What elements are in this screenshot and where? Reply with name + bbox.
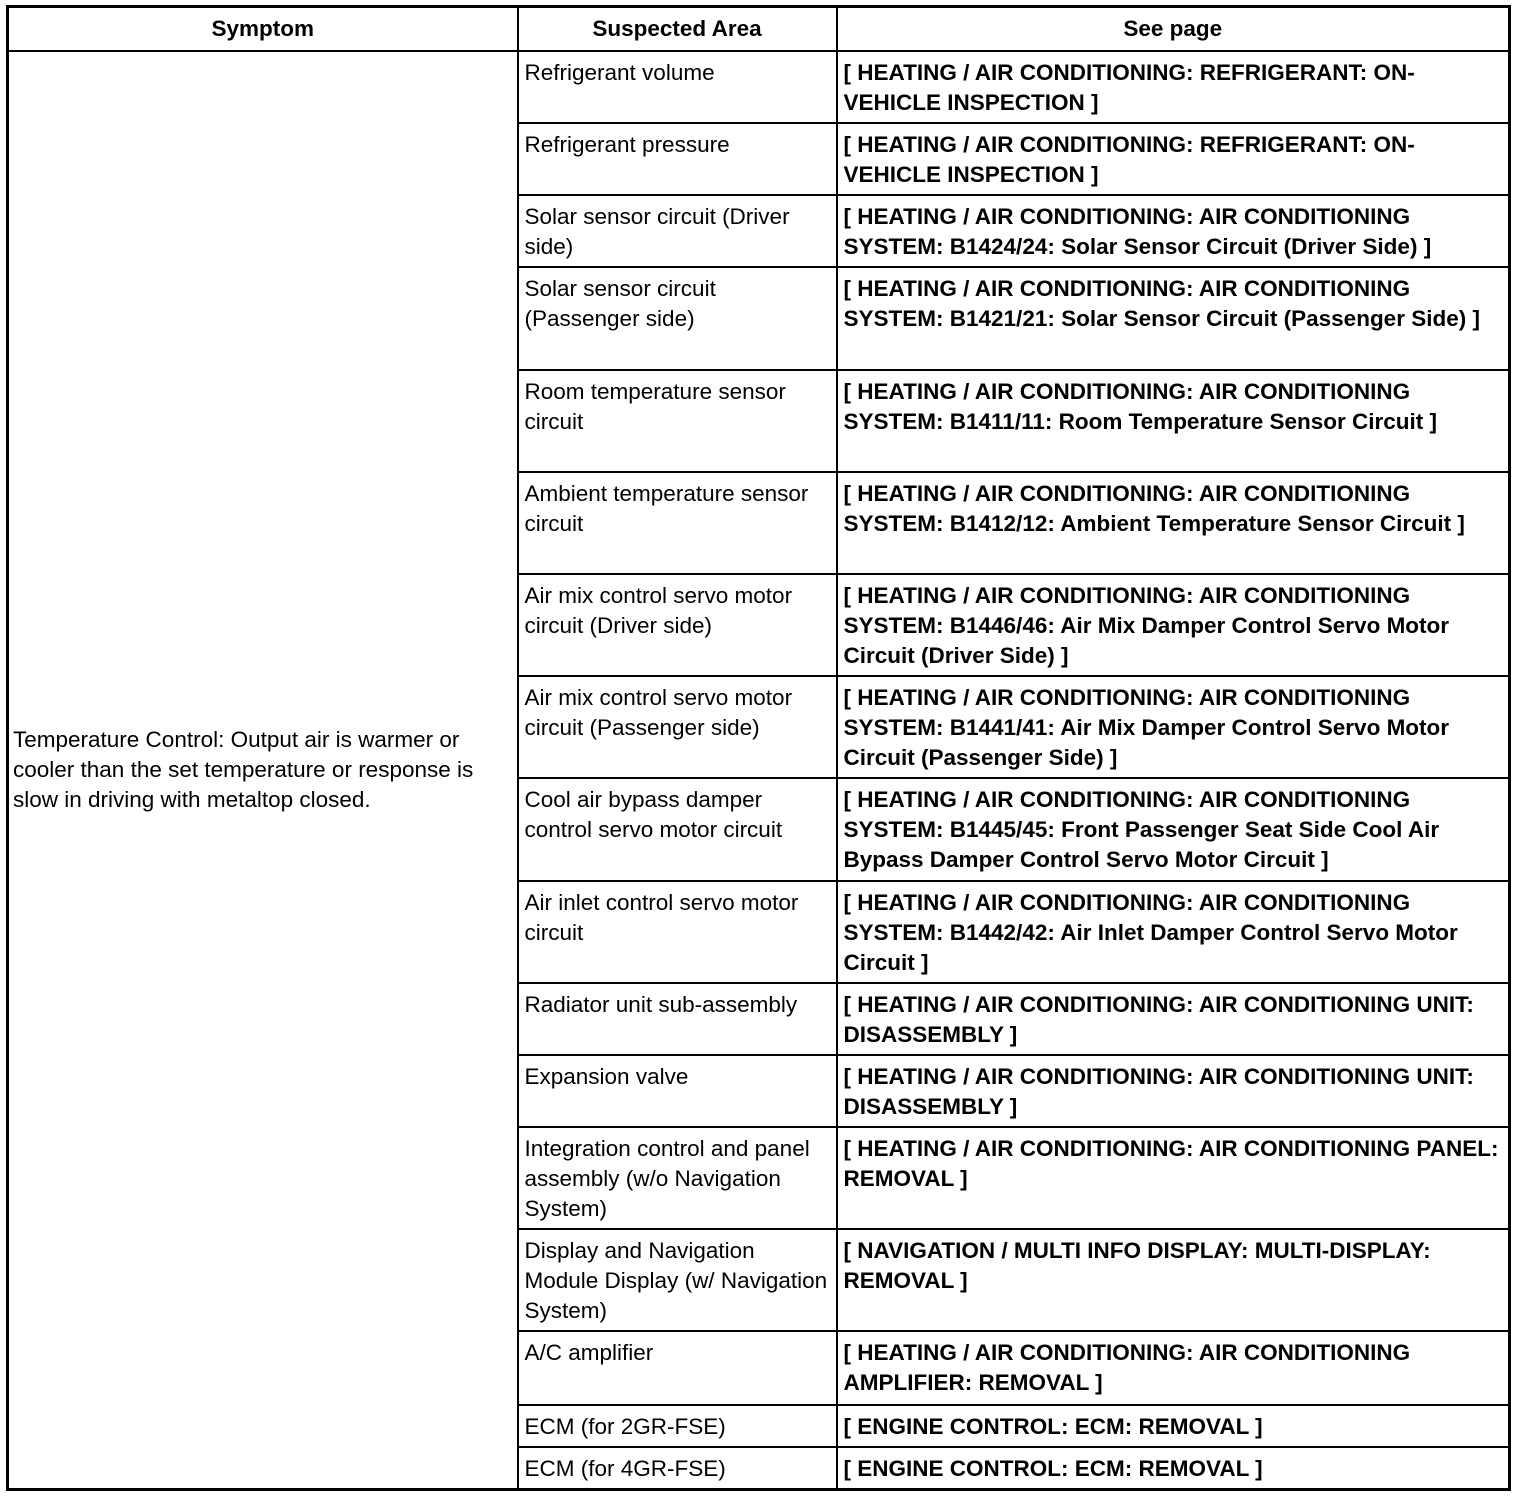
header-row — [8, 7, 1510, 52]
see-page-link[interactable]: [ HEATING / AIR CONDITIONING: AIR CONDITIONING SYSTEM: B1442/42: Air Inlet Damper Control Servo Motor Circuit ] — [837, 881, 1510, 983]
suspected-area-cell: Expansion valve — [518, 1055, 837, 1127]
header-suspected-area: Suspected Area — [518, 7, 837, 52]
see-page-link[interactable]: [ HEATING / AIR CONDITIONING: AIR CONDITIONING UNIT: DISASSEMBLY ] — [837, 983, 1510, 1055]
see-page-link[interactable]: [ ENGINE CONTROL: ECM: REMOVAL ] — [837, 1405, 1510, 1447]
suspected-area-cell: Air mix control servo motor circuit (Driver side) — [518, 574, 837, 676]
see-page-link[interactable]: [ ENGINE CONTROL: ECM: REMOVAL ] — [837, 1447, 1510, 1489]
suspected-area-cell: Cool air bypass damper control servo motor circuit — [518, 778, 837, 881]
suspected-area-cell: Ambient temperature sensor circuit — [518, 472, 837, 574]
header-see-page: See page — [837, 7, 1510, 52]
suspected-area-cell: Air mix control servo motor circuit (Passenger side) — [518, 676, 837, 778]
suspected-area-cell: Air inlet control servo motor circuit — [518, 881, 837, 983]
suspected-area-cell: Integration control and panel assembly (w/o Navigation System) — [518, 1127, 837, 1229]
see-page-link[interactable]: [ HEATING / AIR CONDITIONING: AIR CONDITIONING SYSTEM: B1445/45: Front Passenger Seat Side Cool Air Bypass Damper Control Servo Motor Circuit ] — [837, 778, 1510, 881]
suspected-area-cell: Solar sensor circuit (Driver side) — [518, 195, 837, 267]
symptom-cell: Temperature Control: Output air is warmer or cooler than the set temperature or response is slow in driving with metaltop closed. — [8, 51, 518, 1489]
header-symptom: Symptom — [8, 7, 518, 52]
suspected-area-cell: Refrigerant volume — [518, 51, 837, 123]
see-page-link[interactable]: [ NAVIGATION / MULTI INFO DISPLAY: MULTI-DISPLAY: REMOVAL ] — [837, 1229, 1510, 1331]
see-page-link[interactable]: [ HEATING / AIR CONDITIONING: AIR CONDITIONING SYSTEM: B1446/46: Air Mix Damper Control Servo Motor Circuit (Driver Side) ] — [837, 574, 1510, 676]
see-page-link[interactable]: [ HEATING / AIR CONDITIONING: AIR CONDITIONING AMPLIFIER: REMOVAL ] — [837, 1331, 1510, 1405]
suspected-area-cell: Display and Navigation Module Display (w/ Navigation System) — [518, 1229, 837, 1331]
see-page-link[interactable]: [ HEATING / AIR CONDITIONING: AIR CONDITIONING UNIT: DISASSEMBLY ] — [837, 1055, 1510, 1127]
table-row — [8, 51, 1510, 123]
symptom-table — [6, 5, 1511, 1491]
see-page-link[interactable]: [ HEATING / AIR CONDITIONING: AIR CONDITIONING SYSTEM: B1424/24: Solar Sensor Circuit (Driver Side) ] — [837, 195, 1510, 267]
see-page-link[interactable]: [ HEATING / AIR CONDITIONING: AIR CONDITIONING PANEL: REMOVAL ] — [837, 1127, 1510, 1229]
see-page-link[interactable]: [ HEATING / AIR CONDITIONING: REFRIGERANT: ON-VEHICLE INSPECTION ] — [837, 51, 1510, 123]
suspected-area-cell: Room temperature sensor circuit — [518, 370, 837, 472]
suspected-area-cell: Solar sensor circuit (Passenger side) — [518, 267, 837, 370]
suspected-area-cell: ECM (for 2GR-FSE) — [518, 1405, 837, 1447]
see-page-link[interactable]: [ HEATING / AIR CONDITIONING: AIR CONDITIONING SYSTEM: B1412/12: Ambient Temperature Sensor Circuit ] — [837, 472, 1510, 574]
suspected-area-cell: Refrigerant pressure — [518, 123, 837, 195]
table-body — [8, 51, 1510, 1489]
see-page-link[interactable]: [ HEATING / AIR CONDITIONING: AIR CONDITIONING SYSTEM: B1411/11: Room Temperature Sensor Circuit ] — [837, 370, 1510, 472]
see-page-link[interactable]: [ HEATING / AIR CONDITIONING: REFRIGERANT: ON-VEHICLE INSPECTION ] — [837, 123, 1510, 195]
suspected-area-cell: ECM (for 4GR-FSE) — [518, 1447, 837, 1489]
suspected-area-cell: Radiator unit sub-assembly — [518, 983, 837, 1055]
suspected-area-cell: A/C amplifier — [518, 1331, 837, 1405]
see-page-link[interactable]: [ HEATING / AIR CONDITIONING: AIR CONDITIONING SYSTEM: B1421/21: Solar Sensor Circuit (Passenger Side) ] — [837, 267, 1510, 370]
see-page-link[interactable]: [ HEATING / AIR CONDITIONING: AIR CONDITIONING SYSTEM: B1441/41: Air Mix Damper Control Servo Motor Circuit (Passenger Side) ] — [837, 676, 1510, 778]
